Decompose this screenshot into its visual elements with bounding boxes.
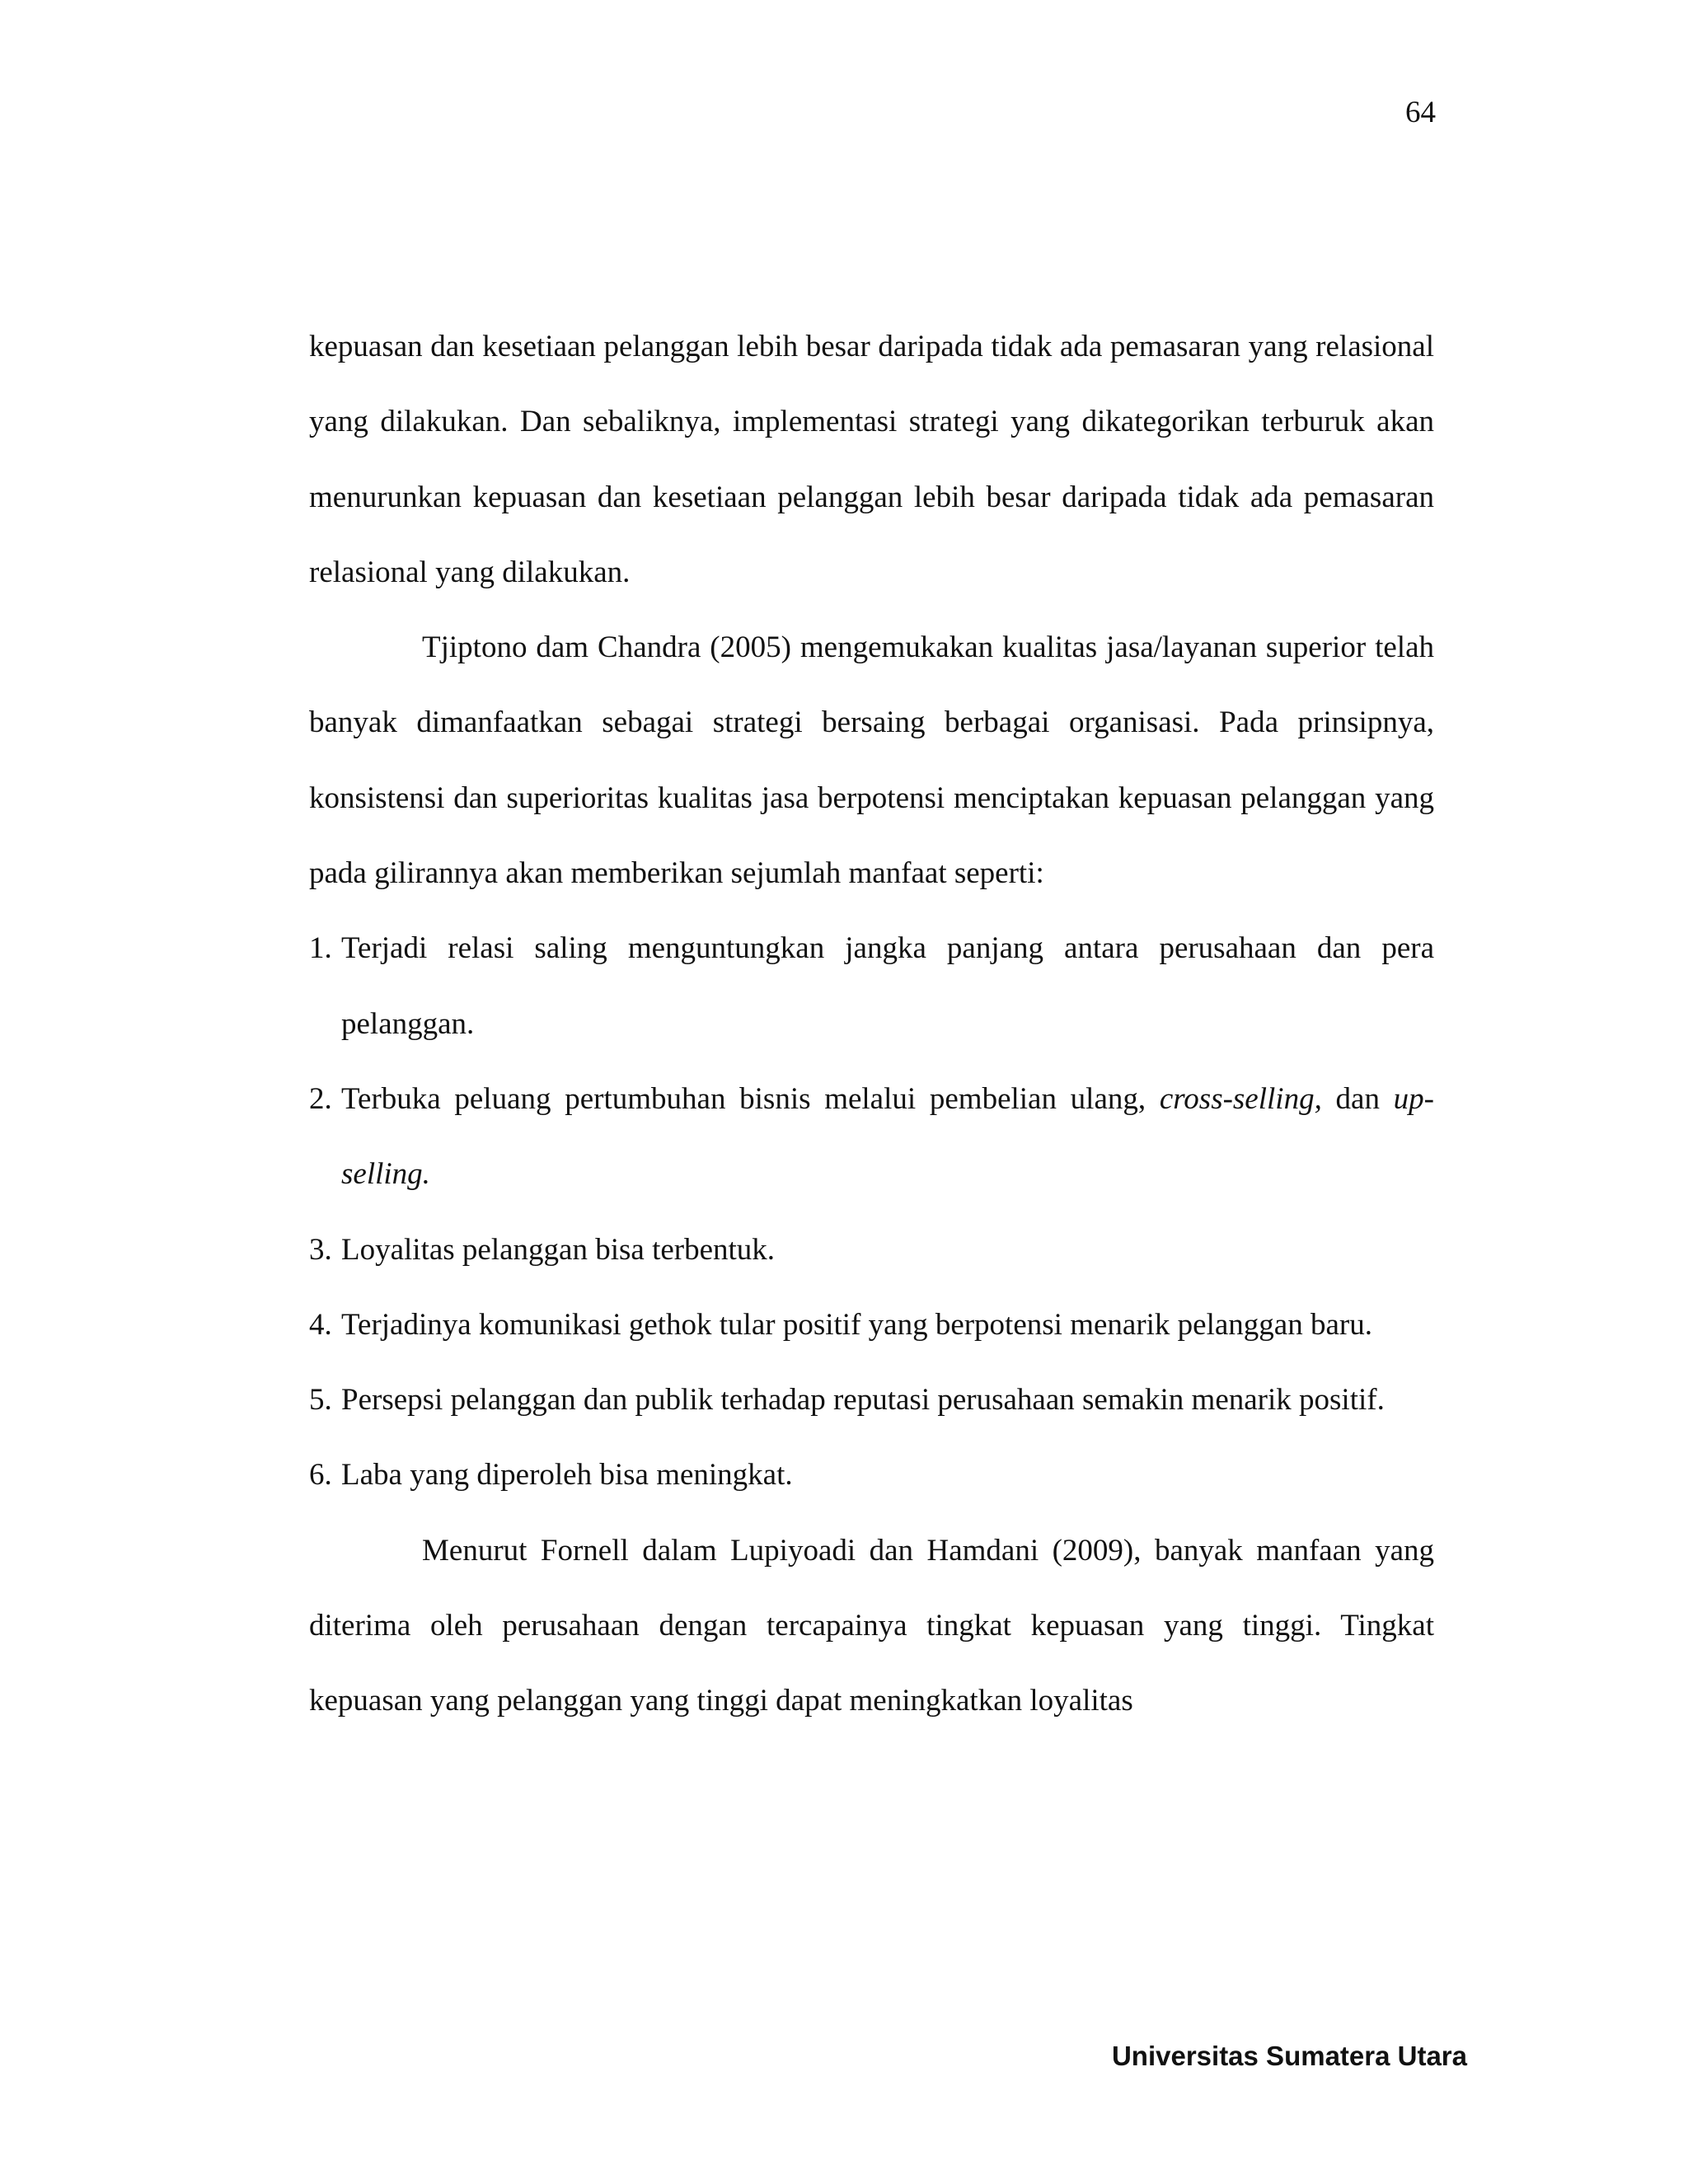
list-item-text: Persepsi pelanggan dan publik terhadap reputasi perusahaan semakin menarik positif. xyxy=(341,1383,1385,1418)
list-item-emphasis: cross-selling, xyxy=(1159,1081,1322,1116)
list-item-emphasis: up-selling. xyxy=(341,1081,1434,1192)
list-number: 5. xyxy=(309,1383,332,1418)
list-number: 4. xyxy=(309,1307,332,1342)
list-item xyxy=(309,1437,1434,1512)
list-number: 1. xyxy=(309,931,332,966)
list-number: 6. xyxy=(309,1458,332,1493)
list-item xyxy=(309,1062,1434,1212)
list-item xyxy=(309,1362,1434,1437)
list-item-text: Terbuka peluang pertumbuhan bisnis melalui pembelian ulang, xyxy=(341,1081,1160,1116)
page-number: 64 xyxy=(1405,96,1436,129)
list-item-text: Terjadinya komunikasi gethok tular positif yang berpotensi menarik pelanggan baru. xyxy=(341,1307,1372,1342)
footer-institution: Universitas Sumatera Utara xyxy=(1111,2041,1467,2071)
paragraph-3: Menurut Fornell dalam Lupiyoadi dan Hamdani (2009), banyak manfaan yang diterima oleh perusahaan dengan tercapainya tingkat kepuasan yang tinggi. Tingkat kepuasan yang pelanggan yang tinggi dapat meningkatkan loyalitas xyxy=(309,1533,1434,1718)
paragraph-1: kepuasan dan kesetiaan pelanggan lebih besar daripada tidak ada pemasaran yang relasional yang dilakukan. Dan sebaliknya, implementasi strategi yang dikategorikan terburuk akan menurunkan kepuasan dan kesetiaan pelanggan lebih besar daripada tidak ada pemasaran relasional yang dilakukan. xyxy=(309,330,1434,589)
list-item xyxy=(309,1212,1434,1287)
list-item-text: Terjadi relasi saling menguntungkan jangka panjang antara perusahaan dan pera pelanggan. xyxy=(341,931,1434,1041)
list-item xyxy=(309,1287,1434,1362)
list-number: 3. xyxy=(309,1232,332,1267)
benefits-list xyxy=(309,911,1434,1512)
document-body xyxy=(309,309,1434,1739)
list-item-text: Loyalitas pelanggan bisa terbentuk. xyxy=(341,1232,776,1267)
paragraph-2: Tjiptono dam Chandra (2005) mengemukakan kualitas jasa/layanan superior telah banyak dimanfaatkan sebagai strategi bersaing berbagai organisasi. Pada prinsipnya, konsistensi dan superioritas kualitas jasa berpotensi menciptakan kepuasan pelanggan yang pada gilirannya akan memberikan sejumlah manfaat seperti: xyxy=(309,630,1434,891)
list-item xyxy=(309,911,1434,1062)
list-number: 2. xyxy=(309,1081,332,1116)
list-item-text: dan xyxy=(1321,1081,1394,1116)
list-item-text: Laba yang diperoleh bisa meningkat. xyxy=(341,1458,793,1493)
